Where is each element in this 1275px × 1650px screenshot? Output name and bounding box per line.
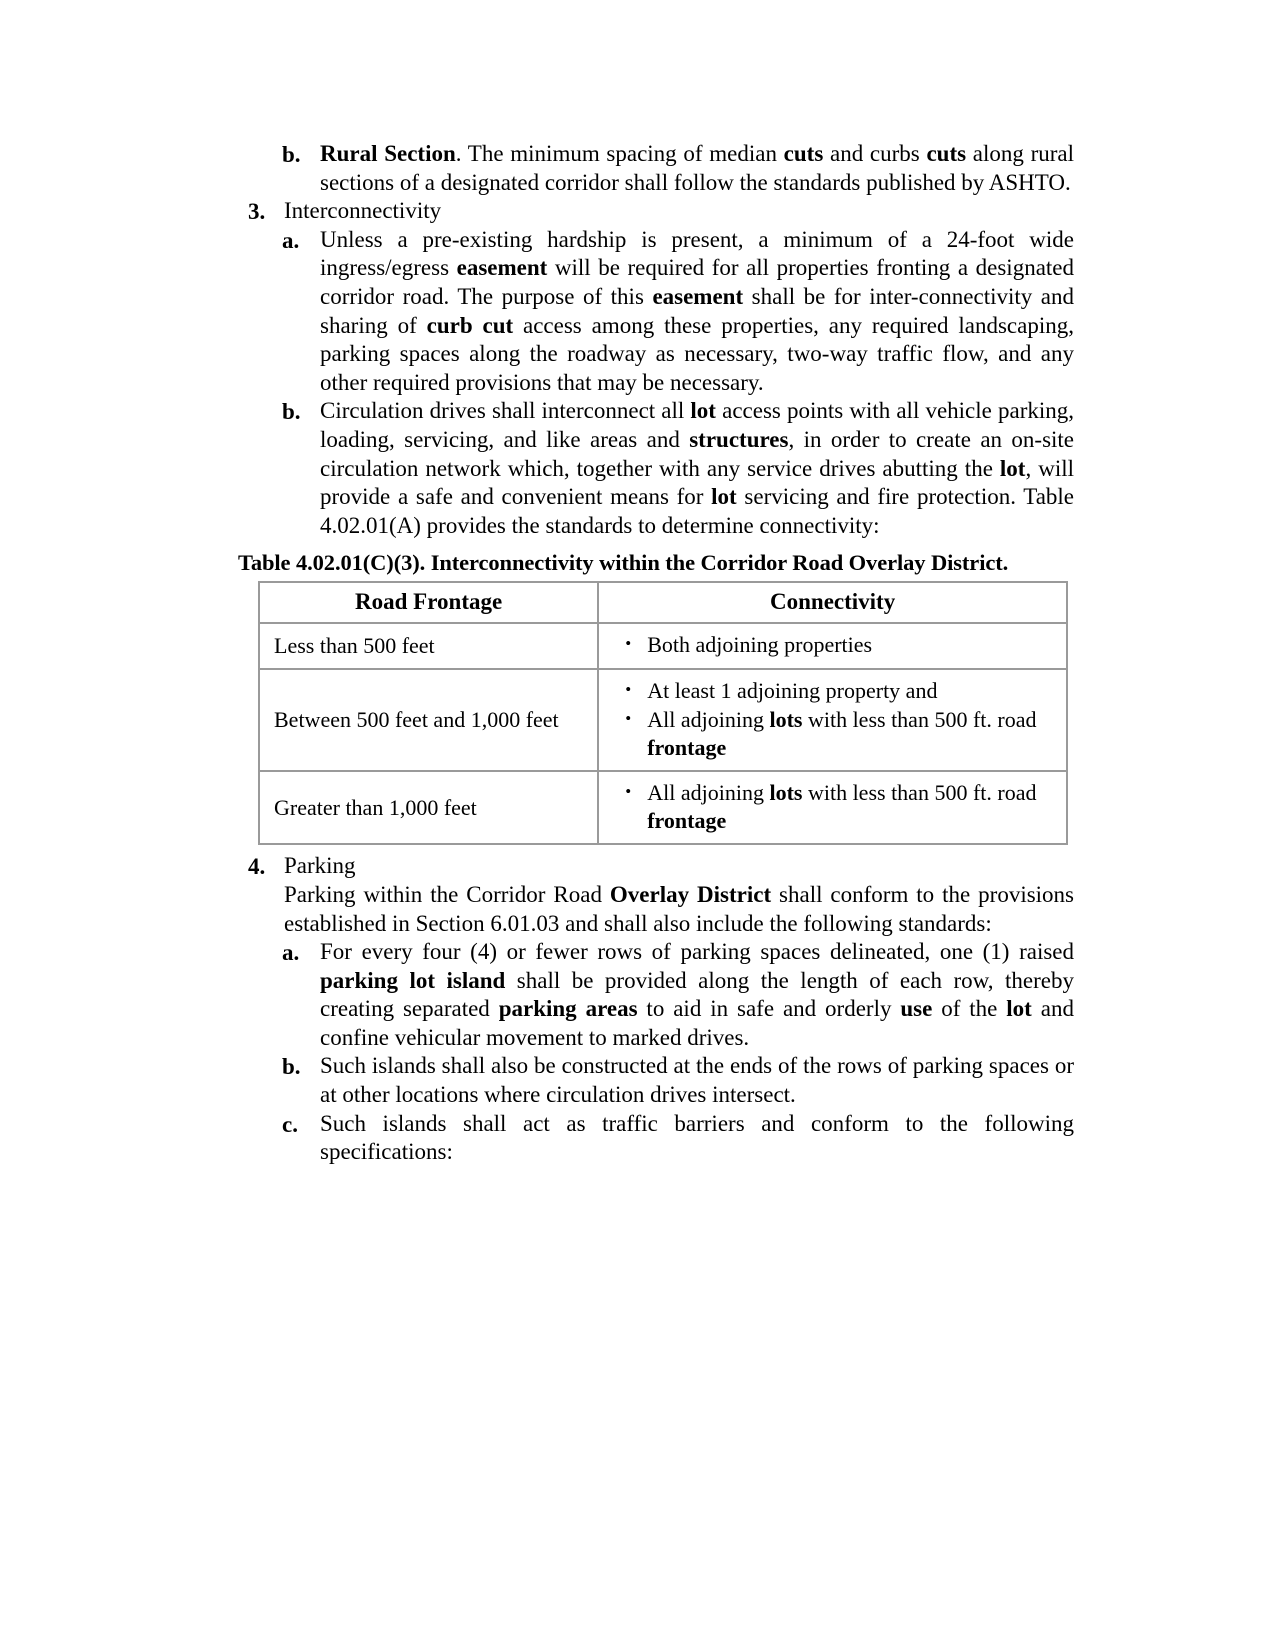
- bullet-icon: •: [625, 679, 632, 699]
- text-4-1: Parking within the Corridor Road: [284, 881, 610, 907]
- list-item-3b: [238, 397, 1074, 540]
- text-3a-4: access among these properties, any required landscaping, parking spaces along the roadway as necessary, two-way traffic flow, and any other required provisions that may be necessary.: [320, 312, 1074, 395]
- paragraph-2b: [320, 140, 1074, 197]
- table-caption: Table 4.02.01(C)(3). Interconnectivity within the Corridor Road Overlay District.: [238, 550, 1009, 576]
- bullet-text-1: Both adjoining properties: [647, 632, 873, 658]
- term-curb-cut: curb cut: [426, 312, 514, 338]
- text-3a-2: will be required for all properties fronting a designated corridor road. The purpose of this: [320, 255, 1074, 309]
- list-item-4: [238, 852, 1074, 938]
- cell-road-frontage: Between 500 feet and 1,000 feet: [259, 669, 598, 772]
- bullet-text-1: All adjoining: [647, 707, 770, 733]
- cell-connectivity: [598, 623, 1067, 669]
- paragraph-4c: Such islands shall act as traffic barriers and conform to the following specifications:: [320, 1110, 1074, 1165]
- connectivity-bullet-list: [607, 631, 1056, 659]
- table-row: [259, 623, 1067, 669]
- text-3b-4: , will provide a safe and convenient means for: [320, 455, 1074, 510]
- term-structures: structures: [689, 426, 789, 452]
- bullet-bold-2: frontage: [647, 807, 727, 833]
- table-row: [259, 771, 1067, 844]
- cell-connectivity: [598, 669, 1067, 772]
- list-marker-2b: b.: [282, 142, 301, 167]
- list-item: [607, 779, 1056, 834]
- term-lot-2: lot: [999, 455, 1026, 481]
- paragraph-3b: [320, 397, 1074, 540]
- list-item: [607, 631, 1056, 659]
- bullet-bold-2: frontage: [647, 734, 727, 760]
- term-cuts-1: cuts: [783, 141, 824, 166]
- term-easement-1: easement: [456, 255, 548, 281]
- text-4a-5: and confine vehicular movement to marked drives.: [320, 996, 1074, 1050]
- list-item-2b: [238, 140, 1074, 197]
- term-lot-3: lot: [711, 484, 737, 510]
- list-marker-4c: c.: [282, 1111, 298, 1137]
- list-item: [607, 677, 1056, 705]
- list-item-3a: [238, 226, 1074, 398]
- term-cuts-2: cuts: [926, 141, 967, 166]
- bullet-bold-1: lots: [769, 707, 803, 733]
- text-4a-1: For every four (4) or fewer rows of parking spaces delineated, one (1) raised: [320, 939, 1074, 965]
- list-item-4a: [238, 938, 1074, 1052]
- term-lot-1: lot: [690, 398, 716, 424]
- column-header-road-frontage: Road Frontage: [259, 582, 598, 623]
- text-2b-3: along rural sections of a designated corridor shall follow the standards published by ASHTO.: [320, 141, 1075, 195]
- text-4a-4: of the: [932, 996, 1007, 1022]
- bullet-text-1: At least 1 adjoining property and: [647, 677, 938, 703]
- term-overlay-district: Overlay District: [609, 881, 772, 907]
- term-easement-2: easement: [652, 283, 744, 309]
- column-header-connectivity: Connectivity: [598, 582, 1067, 623]
- term-parking-lot-island: parking lot island: [320, 967, 506, 993]
- paragraph-4a: [320, 938, 1074, 1052]
- bullet-icon: •: [625, 634, 632, 654]
- bullet-text-1: All adjoining: [647, 780, 770, 806]
- list-marker-3a: a.: [282, 227, 300, 253]
- table-head: [259, 582, 1067, 623]
- text-3a-1: Unless a pre-existing hardship is present, a minimum of a 24-foot wide ingress/egress: [320, 226, 1074, 281]
- text-2b-1: . The minimum spacing of median: [455, 141, 784, 166]
- paragraph-4b: Such islands shall also be constructed at the ends of the rows of parking spaces or at other locations where circulation drives intersect.: [320, 1053, 1074, 1108]
- connectivity-bullet-list: [607, 779, 1056, 834]
- text-4-2: shall conform to the provisions established in Section 6.01.03 and shall also include the following standards:: [284, 881, 1074, 936]
- list-item-4b: [238, 1052, 1074, 1109]
- heading-parking: Parking: [284, 853, 356, 879]
- table-row: [259, 669, 1067, 772]
- text-3b-1: Circulation drives shall interconnect all: [320, 398, 691, 424]
- term-lot-4: lot: [1006, 996, 1032, 1022]
- cell-road-frontage: Less than 500 feet: [259, 623, 598, 669]
- term-use: use: [900, 996, 933, 1022]
- page-content: [238, 140, 1074, 1167]
- table-body: [259, 623, 1067, 844]
- bullet-icon: •: [625, 709, 632, 729]
- text-3b-3: , in order to create an on-site circulation network which, together with any service drives abutting the: [320, 426, 1075, 481]
- heading-interconnectivity: Interconnectivity: [284, 198, 442, 224]
- list-marker-3: 3.: [248, 199, 266, 225]
- text-2b-2: and curbs: [823, 141, 927, 166]
- table-header-row: [259, 582, 1067, 623]
- connectivity-bullet-list: [607, 677, 1056, 762]
- text-4a-2: shall be provided along the length of each row, thereby creating separated: [320, 967, 1074, 1022]
- list-marker-4b: b.: [282, 1054, 301, 1080]
- list-marker-4a: a.: [282, 940, 300, 966]
- text-3b-5: servicing and fire protection. Table 4.02.01(A) provides the standards to determine connectivity:: [320, 484, 1075, 538]
- cell-road-frontage: Greater than 1,000 feet: [259, 771, 598, 844]
- bullet-icon: •: [625, 782, 632, 802]
- text-3a-3: shall be for inter-connectivity and sharing of: [320, 283, 1074, 338]
- list-marker-4: 4.: [248, 854, 266, 880]
- term-parking-areas: parking areas: [498, 996, 638, 1022]
- list-item-4c: [238, 1110, 1074, 1167]
- list-marker-3b: b.: [282, 399, 301, 425]
- bullet-text-2: with less than 500 ft. road: [802, 780, 1037, 806]
- list-item: [607, 706, 1056, 761]
- text-4a-3: to aid in safe and orderly: [637, 996, 901, 1022]
- paragraph-3a: [320, 226, 1074, 398]
- interconnectivity-table: [258, 581, 1068, 845]
- term-rural-section: Rural Section: [320, 141, 456, 166]
- text-3b-2: access points with all vehicle parking, loading, servicing, and like areas and: [320, 398, 1075, 452]
- paragraph-4-body: [284, 881, 1074, 938]
- bullet-text-2: with less than 500 ft. road: [802, 707, 1037, 733]
- cell-connectivity: [598, 771, 1067, 844]
- bullet-bold-1: lots: [769, 780, 803, 806]
- list-item-3: [238, 197, 1074, 226]
